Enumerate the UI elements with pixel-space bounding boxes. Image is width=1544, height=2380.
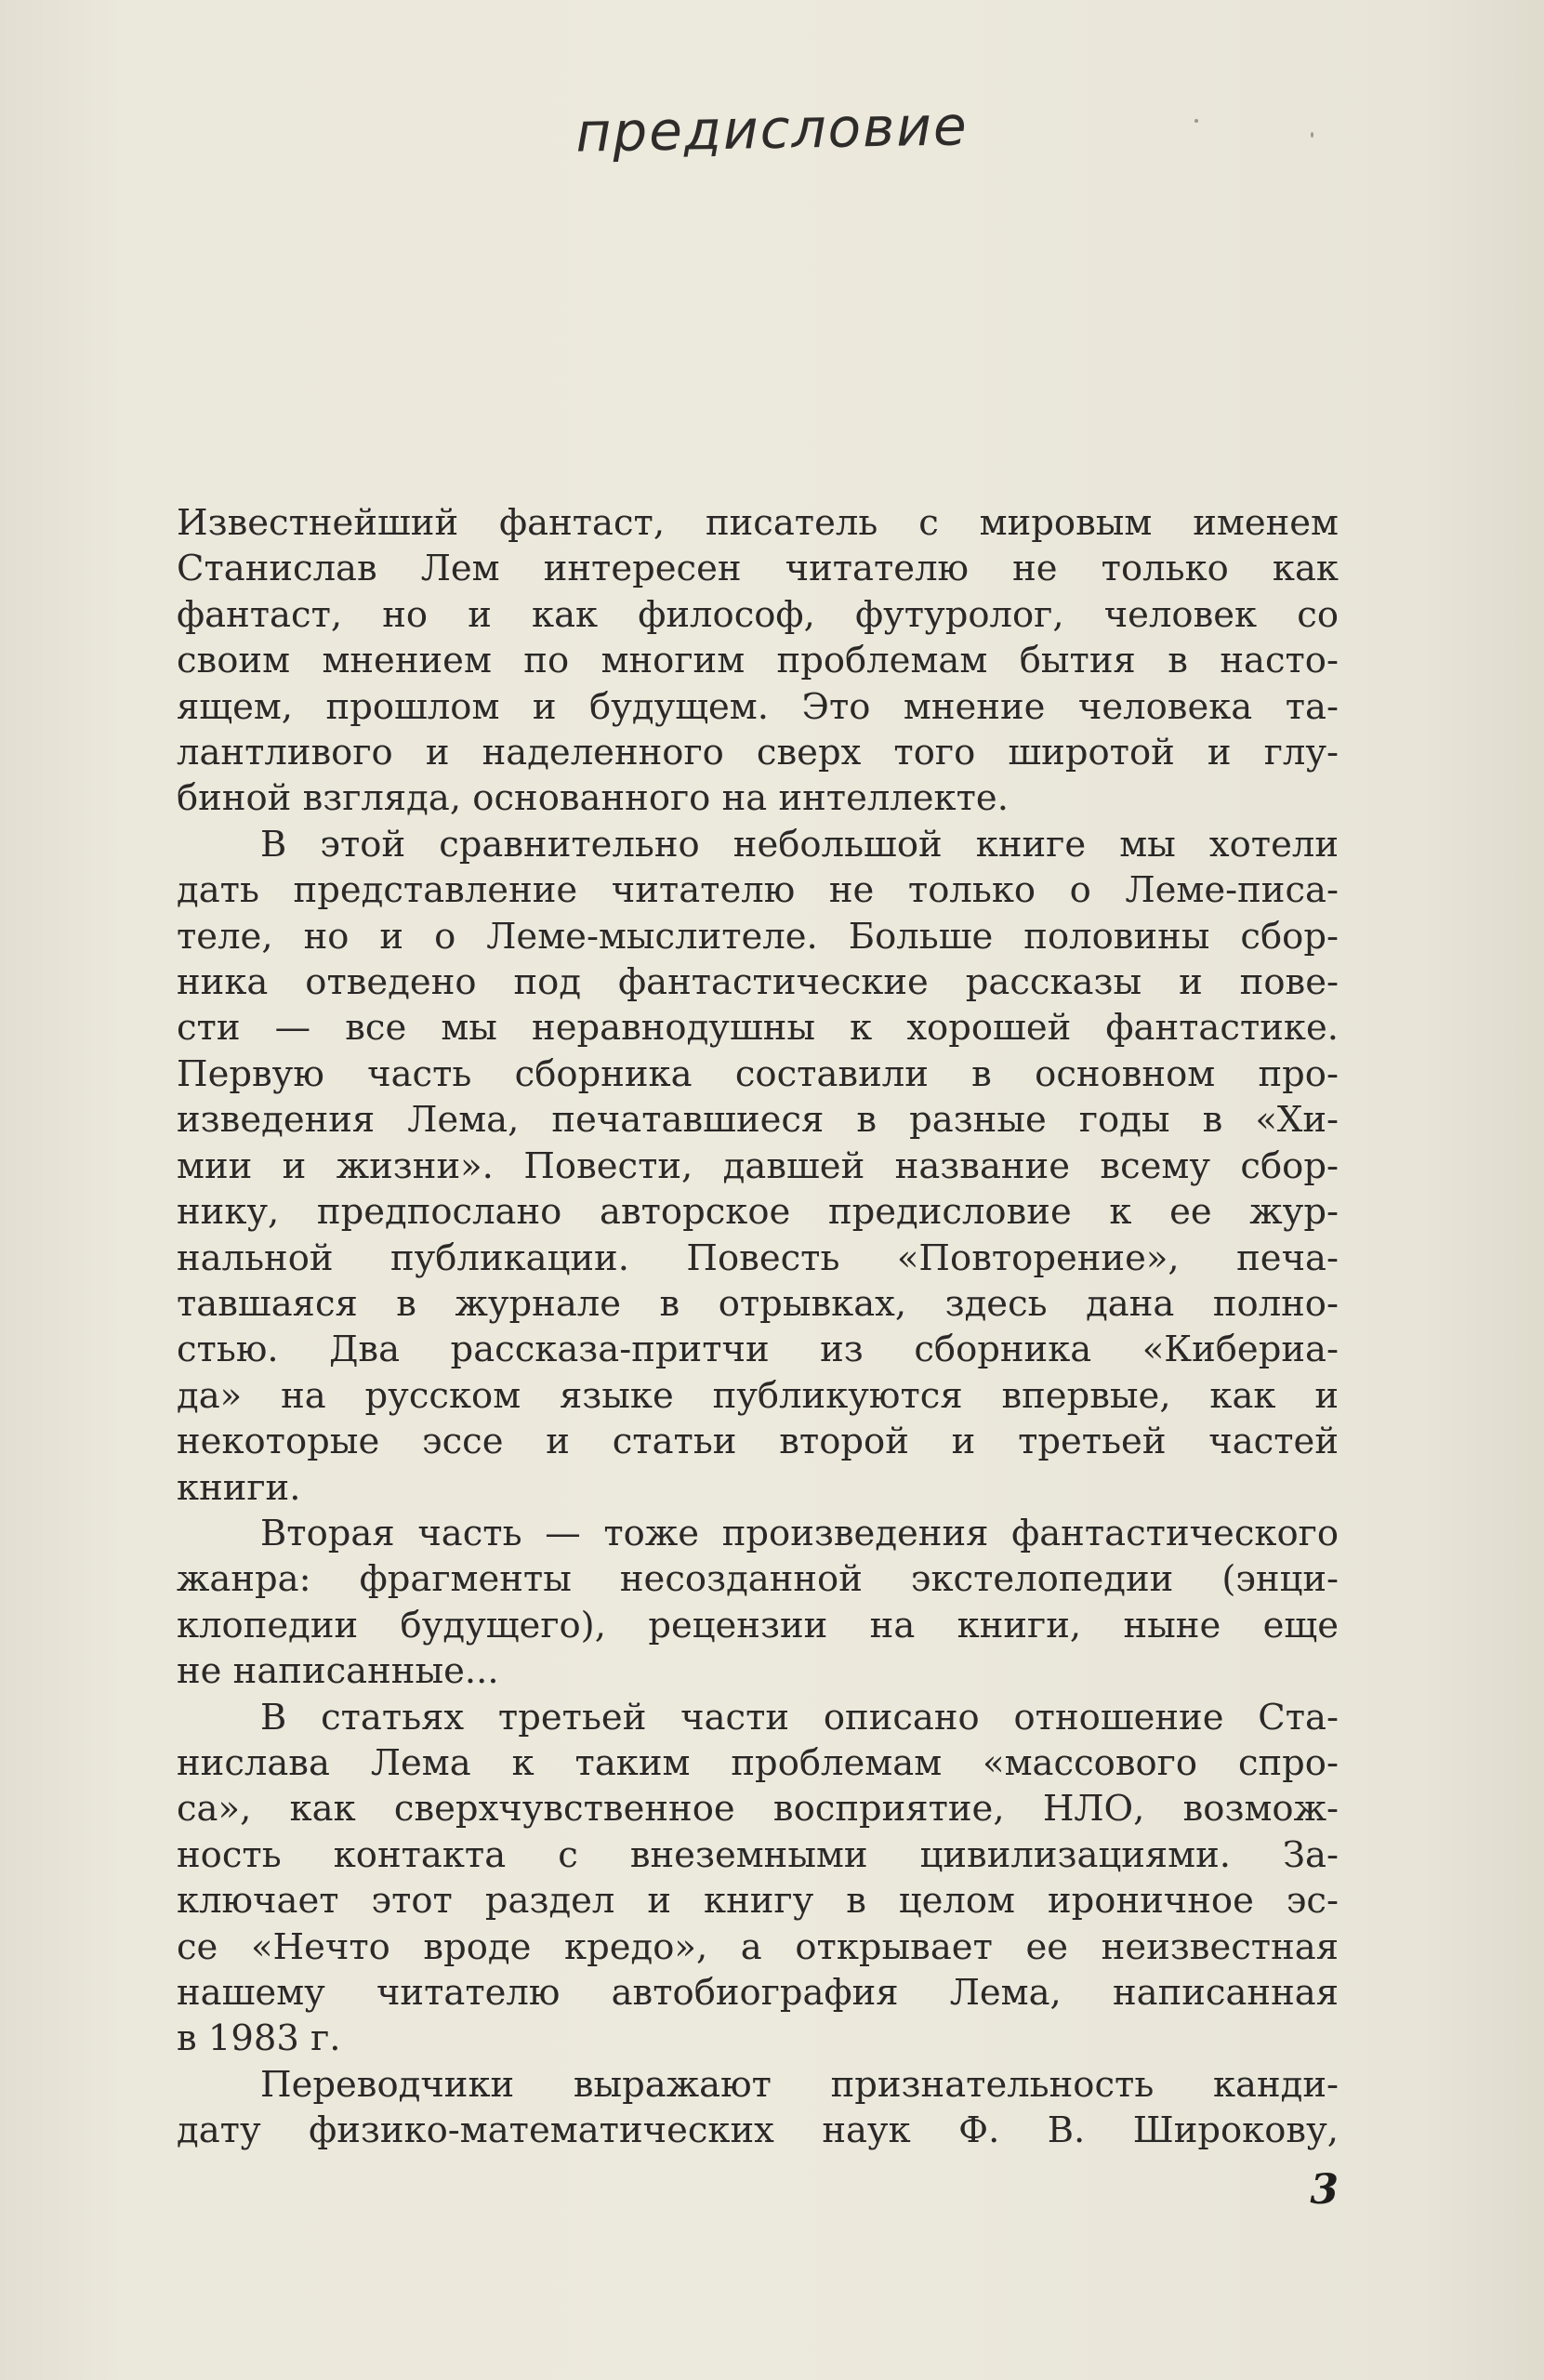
preface-body — [177, 500, 1339, 2154]
paragraph-1 — [177, 500, 1339, 822]
text-line: дату физико-математических наук Ф. В. Широкову, — [177, 2109, 1339, 2152]
text-line: В этой сравнительно небольшой книге мы хотели — [260, 823, 1339, 866]
paragraph-2 — [177, 822, 1339, 1511]
text-line: изведения Лема, печатавшиеся в разные годы в «Хи- — [177, 1099, 1339, 1142]
text-line: ника отведено под фантастические рассказы и пове- — [177, 961, 1339, 1004]
text-line: биной взгляда, основанного на интеллекте. — [177, 777, 1009, 820]
page-number: 3 — [1310, 2166, 1339, 2214]
text-line: в 1983 г. — [177, 2017, 341, 2060]
text-line: Вторая часть — тоже произведения фантастического — [260, 1512, 1339, 1554]
text-line: нальной публикации. Повесть «Повторение», печа- — [177, 1236, 1339, 1279]
text-line: дать представление читателю не только о Леме-писа- — [177, 869, 1339, 912]
text-line: Первую часть сборника составили в основном про- — [177, 1052, 1339, 1095]
text-line: лантливого и наделенного сверх того широтой и глу- — [177, 732, 1339, 774]
text-line: стью. Два рассказа-притчи из сборника «Кибериа- — [177, 1329, 1339, 1371]
handwritten-heading: предисловие — [574, 94, 970, 165]
text-line: Переводчики выражают признательность канди- — [260, 2063, 1339, 2106]
text-line: да» на русском языке публикуются впервые, как и — [177, 1374, 1339, 1417]
text-line: тавшаяся в журнале в отрывках, здесь дана полно- — [177, 1282, 1339, 1325]
text-line: клопедии будущего), рецензии на книги, ныне еще — [177, 1604, 1339, 1646]
text-line: теле, но и о Леме-мыслителе. Больше половины сбор- — [177, 915, 1339, 958]
text-line: не написанные... — [177, 1650, 499, 1693]
text-line: своим мнением по многим проблемам бытия в насто- — [177, 640, 1339, 682]
text-line: жанра: фрагменты несозданной экстелопедии (энци- — [177, 1558, 1339, 1601]
text-line: В статьях третьей части описано отношение Ста- — [260, 1696, 1339, 1739]
text-line: нику, предпослано авторское предисловие к ее жур- — [177, 1191, 1339, 1234]
text-line: ящем, прошлом и будущем. Это мнение человека та- — [177, 685, 1339, 728]
text-line: нашему читателю автобиография Лема, написанная — [177, 1972, 1339, 2014]
paragraph-5 — [177, 2062, 1339, 2154]
text-line: некоторые эссе и статьи второй и третьей частей — [177, 1421, 1339, 1463]
text-line: книги. — [177, 1466, 301, 1509]
paragraph-4 — [177, 1695, 1339, 2062]
text-line: ключает этот раздел и книгу в целом ироничное эс- — [177, 1880, 1339, 1923]
text-line: Станислав Лем интересен читателю не только как — [177, 548, 1339, 590]
text-line: нислава Лема к таким проблемам «массового спро- — [177, 1741, 1339, 1784]
text-line: сти — все мы неравнодушны к хорошей фантастике. — [177, 1007, 1339, 1050]
text-line: Известнейший фантаст, писатель с мировым именем — [177, 502, 1339, 544]
text-line: фантаст, но и как философ, футуролог, человек со — [177, 593, 1339, 636]
text-line: ность контакта с внеземными цивилизациями. За- — [177, 1833, 1339, 1876]
paragraph-3 — [177, 1511, 1339, 1695]
text-line: мии и жизни». Повести, давшей название всему сбор- — [177, 1144, 1339, 1187]
text-line: се «Нечто вроде кредо», а открывает ее неизвестная — [177, 1925, 1339, 1968]
text-line: са», как сверхчувственное восприятие, НЛО, возмож- — [177, 1788, 1339, 1831]
